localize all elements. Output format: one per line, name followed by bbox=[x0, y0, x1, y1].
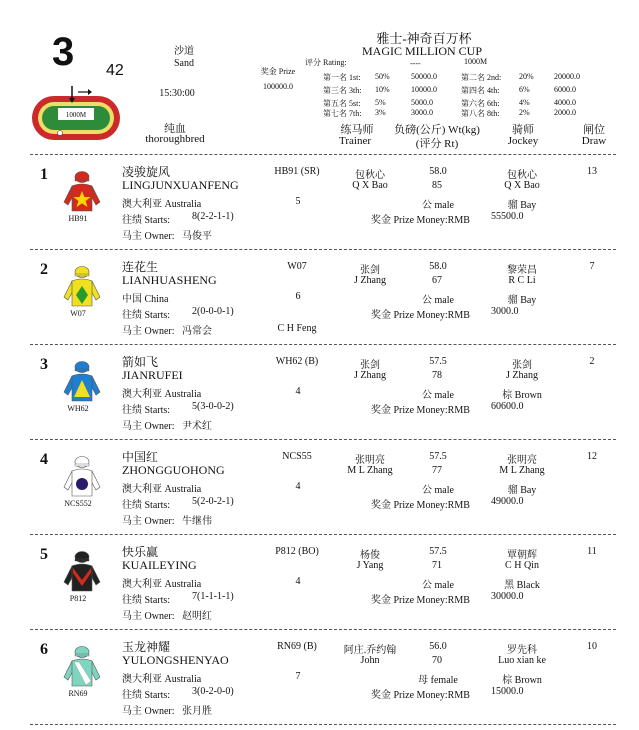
trainer-name-en: John bbox=[360, 655, 380, 666]
jockey-name-en: C H Qin bbox=[505, 560, 539, 571]
col-weight-en: (评分 Rt) bbox=[415, 138, 459, 150]
prize-place-label: 第五名 5st: bbox=[323, 99, 361, 108]
horse-age: 5 bbox=[295, 196, 301, 207]
entry-row bbox=[0, 255, 639, 350]
jockey-name-cn: 覃朝辉 bbox=[507, 550, 537, 561]
horse-color: 骝 Bay bbox=[507, 295, 537, 306]
prize-place-pct: 5% bbox=[375, 98, 386, 107]
silk-code: W07 bbox=[70, 309, 86, 318]
jockey-silk-icon bbox=[62, 170, 102, 214]
owner-label: 马主 Owner: bbox=[122, 326, 175, 337]
race-number: 3 bbox=[52, 30, 75, 74]
horse-origin: 澳大利亚 Australia bbox=[122, 199, 202, 210]
horse-age: 4 bbox=[295, 386, 301, 397]
prize-money-value: 55500.0 bbox=[491, 211, 524, 222]
weight-value: 58.0 bbox=[429, 166, 447, 177]
jockey-name-en: J Zhang bbox=[506, 370, 538, 381]
draw-number: 2 bbox=[589, 356, 595, 367]
owner-label: 马主 Owner: bbox=[122, 421, 175, 432]
horse-color: 棕 Brown bbox=[502, 390, 542, 401]
prize-place-label: 第四名 4th: bbox=[461, 86, 500, 95]
jockey-name-cn: 黎荣昌 bbox=[507, 265, 537, 276]
owner-label: 马主 Owner: bbox=[122, 706, 175, 717]
starts-record: 8(2-2-1-1) bbox=[192, 211, 234, 222]
draw-number: 7 bbox=[589, 261, 595, 272]
col-draw-cn: 闸位 bbox=[583, 124, 605, 136]
jockey-silk-icon bbox=[62, 265, 102, 309]
draw-number: 13 bbox=[587, 166, 597, 177]
starts-record: 7(1-1-1-1) bbox=[192, 591, 234, 602]
owner-name: 牛继伟 bbox=[182, 516, 212, 527]
breed-cn: 纯血 bbox=[164, 123, 186, 135]
starts-record: 5(3-0-0-2) bbox=[192, 401, 234, 412]
trainer-name-en: J Zhang bbox=[354, 370, 386, 381]
prize-place-amount: 5000.0 bbox=[411, 98, 433, 107]
entry-divider bbox=[30, 534, 616, 535]
rating-value: 71 bbox=[432, 560, 442, 571]
horse-age: 6 bbox=[295, 291, 301, 302]
horse-age: 7 bbox=[295, 671, 301, 682]
entry-divider bbox=[30, 344, 616, 345]
weight-value: 56.0 bbox=[429, 641, 447, 652]
owner-name: 马俊平 bbox=[182, 231, 212, 242]
entry-row bbox=[0, 160, 639, 255]
prize-place-amount: 6000.0 bbox=[554, 85, 576, 94]
horse-code: NCS55 bbox=[282, 451, 312, 462]
prize-place-amount: 3000.0 bbox=[411, 108, 433, 117]
horse-name-en: LIANHUASHENG bbox=[122, 273, 217, 287]
prize-place-amount: 2000.0 bbox=[554, 108, 576, 117]
starts-label: 往绩 Starts: bbox=[122, 595, 171, 606]
prize-money-value: 60600.0 bbox=[491, 401, 524, 412]
silk-code: NCS552 bbox=[64, 499, 92, 508]
starts-label: 往绩 Starts: bbox=[122, 215, 171, 226]
horse-name-en: LINGJUNXUANFENG bbox=[122, 178, 239, 192]
prize-total: 100000.0 bbox=[263, 82, 293, 91]
horse-origin: 澳大利亚 Australia bbox=[122, 579, 202, 590]
trainer-name-en: M L Zhang bbox=[347, 465, 393, 476]
breed-en: thoroughbred bbox=[145, 133, 205, 145]
prize-money-value: 3000.0 bbox=[491, 306, 519, 317]
entry-row bbox=[0, 540, 639, 635]
draw-number: 10 bbox=[587, 641, 597, 652]
jockey-name-en: Luo xian ke bbox=[498, 655, 546, 666]
jockey-name-cn: 包秋心 bbox=[507, 170, 537, 181]
prize-money-value: 30000.0 bbox=[491, 591, 524, 602]
horse-age: 4 bbox=[295, 481, 301, 492]
jockey-silk-icon bbox=[62, 360, 102, 404]
header-divider bbox=[30, 154, 616, 155]
prize-place-label: 第二名 2nd: bbox=[461, 73, 502, 82]
starts-label: 往绩 Starts: bbox=[122, 690, 171, 701]
rating-value: 70 bbox=[432, 655, 442, 666]
prize-place-pct: 2% bbox=[519, 108, 530, 117]
rating-value: 78 bbox=[432, 370, 442, 381]
silk-code: P812 bbox=[69, 594, 87, 603]
draw-number: 11 bbox=[587, 546, 597, 557]
horse-code: RN69 (B) bbox=[277, 641, 317, 652]
col-weight-cn: 负磅(公斤) Wt(kg) bbox=[394, 124, 480, 136]
horse-color: 骝 Bay bbox=[507, 200, 537, 211]
prize-place-label: 第七名 7th: bbox=[323, 109, 362, 118]
horse-name-en: KUAILEYING bbox=[122, 558, 197, 572]
entry-number: 6 bbox=[40, 641, 48, 658]
entry-number: 2 bbox=[40, 261, 48, 278]
silk-code: HB91 bbox=[68, 214, 88, 223]
prize-money-label: 奖金 Prize Money:RMB bbox=[371, 405, 470, 416]
jockey-name-en: M L Zhang bbox=[499, 465, 545, 476]
prize-place-pct: 4% bbox=[519, 98, 530, 107]
weight-value: 57.5 bbox=[429, 546, 447, 557]
track-type-en: Sand bbox=[174, 58, 194, 69]
horse-color: 黑 Black bbox=[504, 580, 540, 591]
jockey-name-cn: 张明亮 bbox=[507, 455, 537, 466]
horse-sex: 公 male bbox=[422, 580, 454, 591]
jockey-name-en: Q X Bao bbox=[504, 180, 540, 191]
race-title-cn: 雅士-神奇百万杯 bbox=[376, 31, 472, 46]
entry-number: 5 bbox=[40, 546, 48, 563]
jockey-name-cn: 罗先科 bbox=[507, 645, 537, 656]
trainer-name-en: Q X Bao bbox=[352, 180, 388, 191]
trainer-name-cn: 张明亮 bbox=[355, 455, 385, 466]
horse-sex: 公 male bbox=[422, 200, 454, 211]
horse-code: HB91 (SR) bbox=[274, 166, 320, 177]
horse-code: WH62 (B) bbox=[275, 356, 319, 367]
entry-divider bbox=[30, 439, 616, 440]
horse-name-cn: 快乐赢 bbox=[122, 545, 159, 559]
jockey-silk-icon bbox=[62, 550, 102, 594]
entry-row bbox=[0, 350, 639, 445]
entry-number: 3 bbox=[40, 356, 48, 373]
col-draw-en: Draw bbox=[581, 135, 607, 147]
horse-origin: 澳大利亚 Australia bbox=[122, 389, 202, 400]
col-trainer-cn: 练马师 bbox=[340, 124, 374, 136]
entry-divider bbox=[30, 724, 616, 725]
entry-row bbox=[0, 445, 639, 540]
owner-name: 尹术红 bbox=[182, 421, 212, 432]
prize-label: 奖金 Prize bbox=[260, 67, 296, 76]
horse-code: W07 bbox=[287, 261, 307, 272]
col-trainer-en: Trainer bbox=[339, 135, 371, 147]
prize-place-amount: 4000.0 bbox=[554, 98, 576, 107]
prize-place-amount: 50000.0 bbox=[411, 72, 437, 81]
horse-name-en: YULONGSHENYAO bbox=[122, 653, 229, 667]
starts-label: 往绩 Starts: bbox=[122, 310, 171, 321]
race-time: 15:30:00 bbox=[159, 88, 195, 99]
prize-place-amount: 10000.0 bbox=[411, 85, 437, 94]
starts-record: 2(0-0-0-1) bbox=[192, 306, 234, 317]
prize-money-value: 15000.0 bbox=[491, 686, 524, 697]
trainer-name-cn: 张剑 bbox=[360, 265, 380, 276]
race-title-en: MAGIC MILLION CUP bbox=[362, 44, 482, 58]
owner-label: 马主 Owner: bbox=[122, 231, 175, 242]
trainer-name-cn: 张剑 bbox=[360, 360, 380, 371]
track-map-icon bbox=[30, 84, 122, 144]
horse-name-en: ZHONGGUOHONG bbox=[122, 463, 225, 477]
prize-money-label: 奖金 Prize Money:RMB bbox=[371, 215, 470, 226]
horse-code: P812 (BO) bbox=[275, 546, 319, 557]
prize-place-pct: 6% bbox=[519, 85, 530, 94]
silk-code: WH62 bbox=[67, 404, 89, 413]
weight-value: 58.0 bbox=[429, 261, 447, 272]
horse-name-cn: 箭如飞 bbox=[122, 355, 159, 369]
prize-place-pct: 10% bbox=[375, 85, 390, 94]
trainer-name-cn: 阿庄.乔约翰 bbox=[343, 645, 397, 656]
horse-age: 4 bbox=[295, 576, 301, 587]
prize-money-value: 49000.0 bbox=[491, 496, 524, 507]
jockey-silk-icon bbox=[62, 455, 102, 499]
prize-money-label: 奖金 Prize Money:RMB bbox=[371, 595, 470, 606]
horse-color: 骝 Bay bbox=[507, 485, 537, 496]
track-type-cn: 沙道 bbox=[174, 46, 194, 57]
col-jockey-en: Jockey bbox=[507, 135, 539, 147]
entry-divider bbox=[30, 629, 616, 630]
horse-name-cn: 连花生 bbox=[122, 260, 159, 274]
distance-label: 42 bbox=[106, 62, 124, 79]
weight-value: 57.5 bbox=[429, 356, 447, 367]
horse-sex: 母 female bbox=[418, 675, 458, 686]
owner-label: 马主 Owner: bbox=[122, 516, 175, 527]
prize-place-label: 第六名 6th: bbox=[461, 99, 500, 108]
owner-label: 马主 Owner: bbox=[122, 611, 175, 622]
prize-place-pct: 20% bbox=[519, 72, 534, 81]
horse-sex: 公 male bbox=[422, 485, 454, 496]
trainer-name-cn: 杨俊 bbox=[360, 550, 380, 561]
jockey-silk-icon bbox=[62, 645, 102, 689]
prize-money-label: 奖金 Prize Money:RMB bbox=[371, 310, 470, 321]
prize-place-label: 第八名 8th: bbox=[461, 109, 500, 118]
horse-name-cn: 玉龙神耀 bbox=[122, 640, 171, 654]
track-map bbox=[30, 84, 122, 144]
prize-place-label: 第一名 1st: bbox=[323, 73, 361, 82]
rating-value: 77 bbox=[432, 465, 442, 476]
owner-name: 冯常会 bbox=[182, 326, 212, 337]
weight-value: 57.5 bbox=[429, 451, 447, 462]
prize-place-label: 第三名 3th: bbox=[323, 86, 362, 95]
trainer-name-en: J Zhang bbox=[354, 275, 386, 286]
horse-color: 棕 Brown bbox=[502, 675, 542, 686]
prize-money-label: 奖金 Prize Money:RMB bbox=[371, 690, 470, 701]
owner-name: 赵明红 bbox=[182, 611, 212, 622]
rating-value: 67 bbox=[432, 275, 442, 286]
prize-money-label: 奖金 Prize Money:RMB bbox=[371, 500, 470, 511]
rating-label: 评分 Rating: bbox=[305, 58, 347, 67]
entry-number: 4 bbox=[40, 451, 48, 468]
horse-name-en: JIANRUFEI bbox=[122, 368, 183, 382]
rating-value: ---- bbox=[410, 59, 421, 68]
owner-name-en: C H Feng bbox=[277, 323, 317, 334]
prize-place-amount: 20000.0 bbox=[554, 72, 580, 81]
trainer-name-cn: 包秋心 bbox=[355, 170, 385, 181]
race-distance: 1000M bbox=[464, 57, 488, 66]
horse-origin: 澳大利亚 Australia bbox=[122, 674, 202, 685]
starts-record: 3(0-2-0-0) bbox=[192, 686, 234, 697]
owner-name: 张月胜 bbox=[182, 706, 212, 717]
prize-place-pct: 50% bbox=[375, 72, 390, 81]
starts-label: 往绩 Starts: bbox=[122, 405, 171, 416]
entry-row bbox=[0, 635, 639, 730]
entry-divider bbox=[30, 249, 616, 250]
horse-sex: 公 male bbox=[422, 295, 454, 306]
horse-sex: 公 male bbox=[422, 390, 454, 401]
svg-text:1000M: 1000M bbox=[65, 111, 87, 119]
col-jockey-cn: 骑师 bbox=[512, 124, 534, 136]
starts-record: 5(2-0-2-1) bbox=[192, 496, 234, 507]
prize-place-pct: 3% bbox=[375, 108, 386, 117]
draw-number: 12 bbox=[587, 451, 597, 462]
horse-origin: 澳大利亚 Australia bbox=[122, 484, 202, 495]
trainer-name-en: J Yang bbox=[356, 560, 384, 571]
entry-number: 1 bbox=[40, 166, 48, 183]
horse-name-cn: 凌骏旋风 bbox=[122, 165, 171, 179]
jockey-name-cn: 张剑 bbox=[512, 360, 532, 371]
horse-origin: 中国 China bbox=[122, 294, 169, 305]
horse-name-cn: 中国红 bbox=[122, 450, 159, 464]
rating-value: 85 bbox=[432, 180, 442, 191]
starts-label: 往绩 Starts: bbox=[122, 500, 171, 511]
silk-code: RN69 bbox=[68, 689, 88, 698]
jockey-name-en: R C Li bbox=[508, 275, 536, 286]
